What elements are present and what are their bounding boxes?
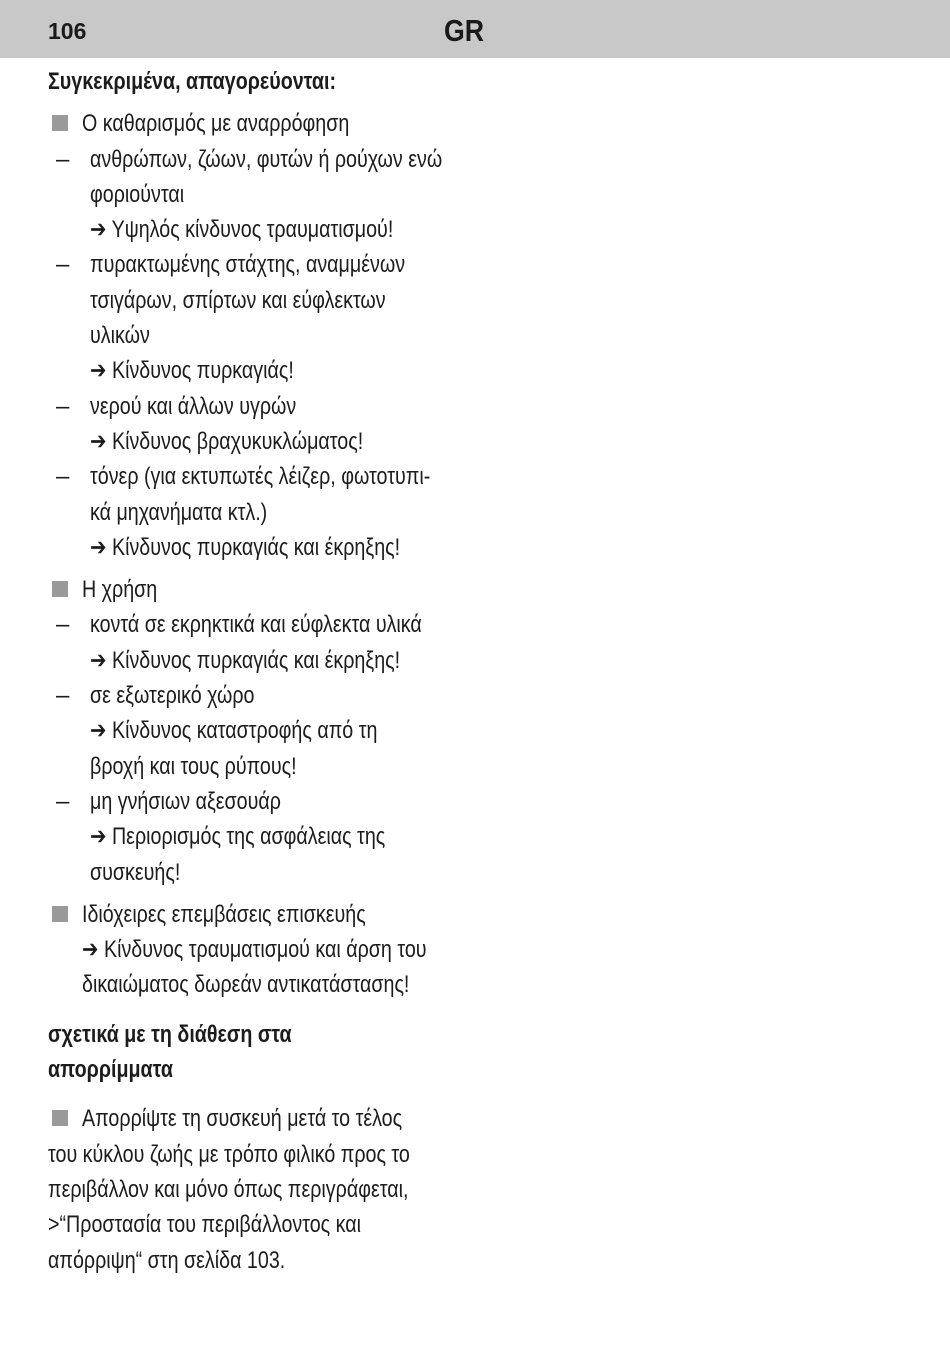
dash-item [48,142,488,177]
paragraph-text: περιβάλλον και μόνο όπως περιγράφεται, [48,1175,409,1203]
dash-item [48,784,488,819]
dash-item [48,607,488,642]
bullet-text: Ιδιόχειρες επεμβάσεις επισκευής [82,900,366,928]
dash-marker: – [56,787,70,815]
warning-text: ➔ Κίνδυνος καταστροφής από τη [90,717,378,745]
dash-text: νερού και άλλων υγρών [90,392,297,420]
dash-text: πυρακτωμένης στάχτης, αναμμένων [90,251,406,279]
warning-text: ➔ Κίνδυνος βραχυκυκλώματος! [90,427,364,455]
dash-text: σε εξωτερικό χώρο [90,682,255,710]
dash-marker: – [56,392,70,420]
warning-text: δικαιώματος δωρεάν αντικατάστασης! [82,971,410,999]
bullet-text: Ο καθαρισμός με αναρρόφηση [82,110,350,138]
dash-text: τσιγάρων, σπίρτων και εύφλεκτων [90,286,386,314]
warning-text: ➔ Υψηλός κίνδυνος τραυματισμού! [90,216,394,244]
bullet-square-icon [52,1110,68,1126]
dash-text: τόνερ (για εκτυπωτές λέιζερ, φωτοτυπι- [90,463,431,491]
language-code: GR [444,13,484,48]
dash-item [48,459,488,494]
paragraph-text: Απορρίψτε τη συσκευή μετά το τέλος [82,1105,403,1133]
bullet-item [48,106,488,141]
bullet-square-icon [52,581,68,597]
dash-item [48,389,488,424]
dash-marker: – [56,682,70,710]
warning-text: ➔ Κίνδυνος πυρκαγιάς! [90,357,294,385]
dash-marker: – [56,463,70,491]
warning-text: ➔ Κίνδυνος πυρκαγιάς και έκρηξης! [90,646,401,674]
dash-item [48,247,488,282]
page-number: 106 [48,18,87,44]
dash-text: κά μηχανήματα κτλ.) [90,498,268,526]
dash-text: ανθρώπων, ζώων, φυτών ή ρούχων ενώ [90,145,443,173]
section-heading: απορρίμματα [48,1056,173,1084]
dash-text: φοριούνται [90,180,185,208]
warning-text: ➔ Κίνδυνος πυρκαγιάς και έκρηξης! [90,533,401,561]
bullet-text: Η χρήση [82,576,158,604]
dash-marker: – [56,251,70,279]
section-heading: Συγκεκριμένα, απαγορεύονται: [48,68,337,95]
bullet-square-icon [52,906,68,922]
dash-marker: – [56,611,70,639]
bullet-item [48,572,488,607]
page-header [0,0,950,58]
dash-marker: – [56,145,70,173]
dash-text: υλικών [90,322,150,350]
section-heading: σχετικά με τη διάθεση στα [48,1020,292,1048]
bullet-item [48,897,488,932]
warning-text: βροχή και τους ρύπους! [90,752,297,780]
dash-item [48,678,488,713]
warning-text: ➔ Κίνδυνος τραυματισμού και άρση του [82,936,427,964]
bullet-item [48,1101,488,1136]
cross-reference-link[interactable]: >“Προστασία του περιβάλλοντος και [48,1211,361,1239]
bullet-square-icon [52,115,68,131]
warning-text: συσκευής! [90,858,181,886]
dash-text: κοντά σε εκρηκτικά και εύφλεκτα υλικά [90,611,422,639]
paragraph-text: του κύκλου ζωής με τρόπο φιλικό προς το [48,1140,410,1168]
dash-text: μη γνήσιων αξεσουάρ [90,787,281,815]
warning-text: ➔ Περιορισμός της ασφάλειας της [90,823,386,851]
page-content [48,64,488,1278]
paragraph-text: απόρριψη“ στη σελίδα 103. [48,1246,286,1274]
